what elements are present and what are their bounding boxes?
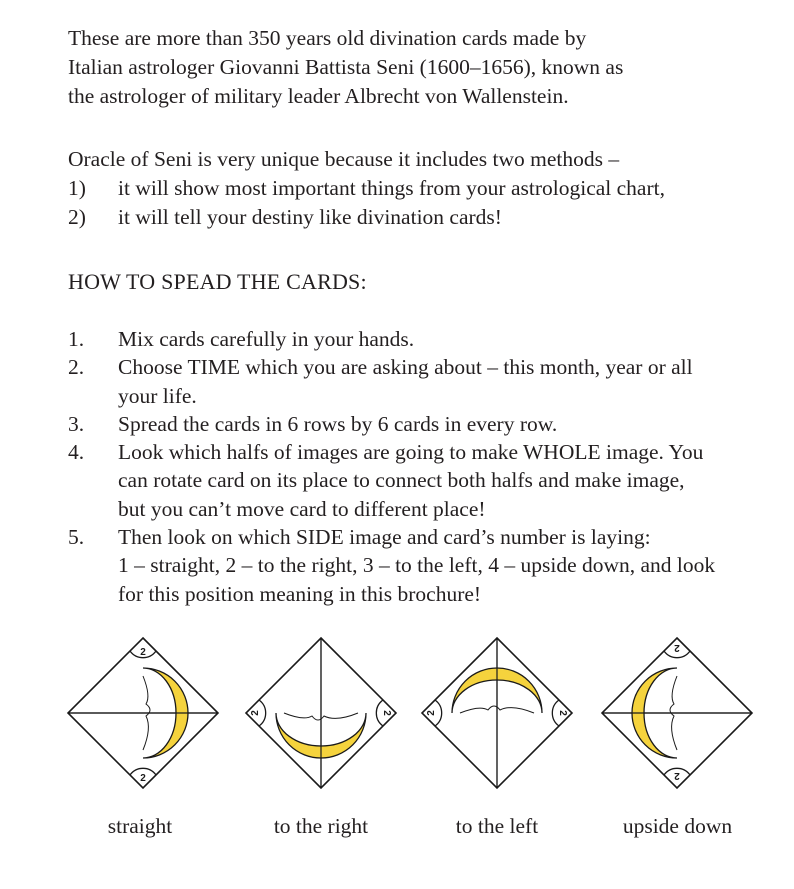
step-text-line: Then look on which SIDE image and card’s number is laying: xyxy=(118,525,651,550)
step-item xyxy=(68,523,768,608)
step-item xyxy=(68,438,768,523)
section-heading: HOW TO SPEAD THE CARDS: xyxy=(68,269,367,294)
oracle-lead: Oracle of Seni is very unique because it includes two methods – xyxy=(68,147,620,171)
step-item xyxy=(68,353,768,410)
oracle-paragraph xyxy=(68,145,768,232)
card-caption-to-the-left: to the left xyxy=(455,814,539,838)
step-number: 1. xyxy=(68,327,85,351)
step-text-line: Mix cards carefully in your hands. xyxy=(118,327,415,351)
step-item xyxy=(68,410,768,438)
card-to-the-left xyxy=(420,636,574,790)
card-positions-illustration xyxy=(0,636,794,796)
step-text-line: Choose TIME which you are asking about – this month, year or all xyxy=(118,355,693,380)
oracle-item-number: 2) xyxy=(68,205,86,229)
step-text-line: for this position meaning in this brochure! xyxy=(118,581,482,606)
card-caption-to-the-right: to the right xyxy=(273,814,369,838)
card-to-the-right xyxy=(244,636,398,790)
step-text-line: 1 – straight, 2 – to the right, 3 – to the left, 4 – upside down, and look xyxy=(118,553,716,578)
step-number: 5. xyxy=(68,525,85,550)
step-number: 2. xyxy=(68,355,85,380)
step-text-line: can rotate card on its place to connect both halfs and make image, xyxy=(118,468,685,493)
card-straight xyxy=(66,636,220,790)
svg-text:2: 2 xyxy=(674,642,680,653)
card-upside-down xyxy=(600,636,754,790)
step-item xyxy=(68,325,768,353)
step-number: 4. xyxy=(68,440,85,465)
oracle-item xyxy=(68,203,768,232)
step-text-line: your life. xyxy=(118,383,197,408)
oracle-item xyxy=(68,174,768,203)
step-text-line: Spread the cards in 6 rows by 6 cards in every row. xyxy=(118,411,558,436)
svg-text:2: 2 xyxy=(140,647,146,658)
oracle-item-text: it will show most important things from your astrological chart, xyxy=(118,176,665,200)
oracle-item-number: 1) xyxy=(68,176,86,200)
svg-text:2: 2 xyxy=(426,710,437,716)
svg-text:2: 2 xyxy=(250,710,261,716)
intro-line: These are more than 350 years old divination cards made by xyxy=(68,26,587,50)
steps-list xyxy=(68,325,768,608)
card-caption-straight: straight xyxy=(107,814,173,838)
intro-line: the astrologer of military leader Albrecht von Wallenstein. xyxy=(68,84,569,108)
step-number: 3. xyxy=(68,411,85,436)
intro-line: Italian astrologer Giovanni Battista Seni (1600–1656), known as xyxy=(68,55,624,79)
svg-text:2: 2 xyxy=(381,710,392,716)
svg-text:2: 2 xyxy=(140,773,146,784)
svg-text:2: 2 xyxy=(557,710,568,716)
step-text-line: but you can’t move card to different place! xyxy=(118,496,486,521)
svg-text:2: 2 xyxy=(674,770,680,781)
intro-paragraph xyxy=(68,24,768,111)
oracle-item-text: it will tell your destiny like divination cards! xyxy=(118,205,502,229)
step-text-line: Look which halfs of images are going to make WHOLE image. You xyxy=(118,440,704,465)
card-caption-upside-down: upside down xyxy=(622,814,733,838)
